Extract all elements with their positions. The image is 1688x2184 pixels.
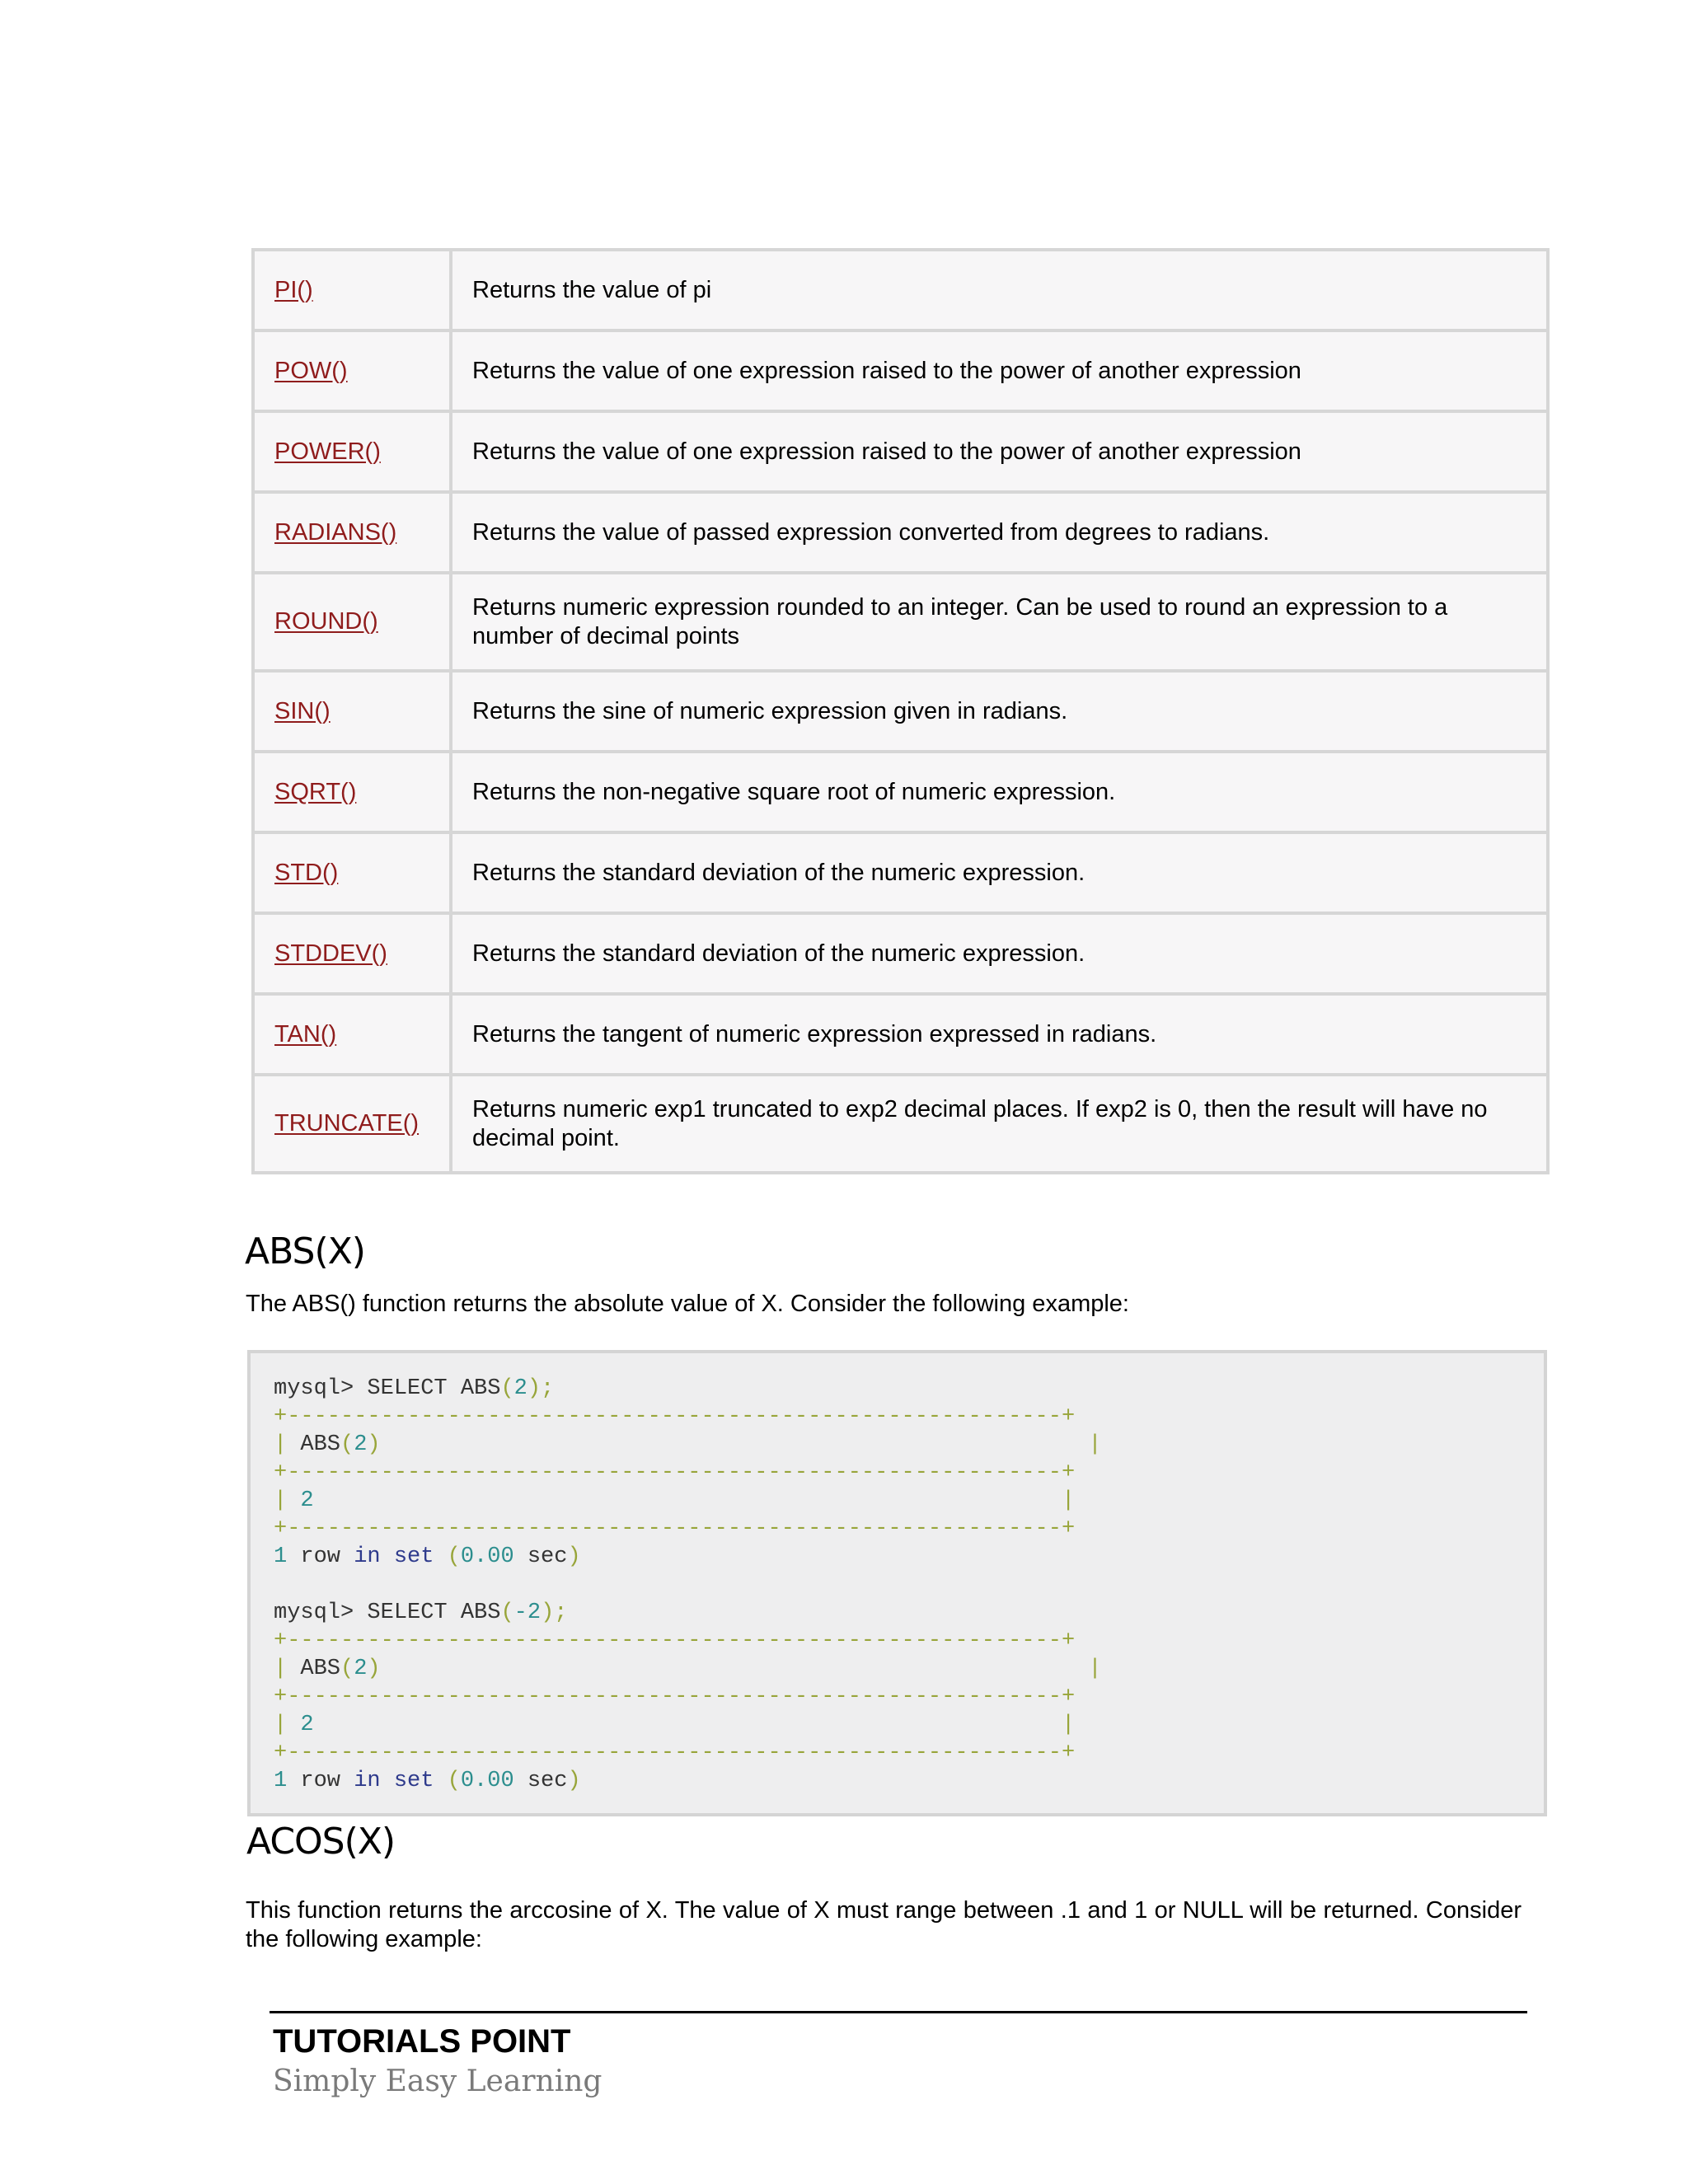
function-link[interactable]: POW()	[274, 357, 348, 384]
acos-intro: This function returns the arccosine of X. The value of X must range between .1 and 1 or NULL will be returned. Consider the following example:	[246, 1897, 1522, 1952]
footer-brand-title: TUTORIALS POINT	[273, 2023, 571, 2060]
function-description: Returns the non-negative square root of numeric expression.	[451, 752, 1548, 832]
code-table-border: +----------------------------------------------------------+	[274, 1629, 1076, 1653]
function-description: Returns the value of pi	[451, 250, 1548, 330]
function-link[interactable]: TAN()	[274, 1020, 337, 1047]
function-row	[253, 752, 1548, 832]
code-table-border: +----------------------------------------------------------+	[274, 1404, 1076, 1429]
function-description: Returns the tangent of numeric expression expressed in radians.	[451, 994, 1548, 1075]
function-link[interactable]: STDDEV()	[274, 940, 387, 967]
function-link[interactable]: POWER()	[274, 438, 381, 465]
function-row	[253, 913, 1548, 994]
code-header-row: | ABS(2) |	[274, 1657, 1102, 1681]
function-name-cell	[253, 411, 451, 492]
function-name-cell	[253, 752, 451, 832]
acos-heading: ACOS(X)	[246, 1821, 396, 1863]
function-link[interactable]: SIN()	[274, 697, 331, 724]
function-description: Returns the standard deviation of the numeric expression.	[451, 832, 1548, 913]
function-row	[253, 832, 1548, 913]
function-name-cell	[253, 573, 451, 671]
function-description: Returns numeric expression rounded to an integer. Can be used to round an expression to a number of decimal points	[451, 573, 1548, 671]
code-prompt-line: mysql> SELECT ABS(-2);	[274, 1601, 568, 1625]
function-name-cell	[253, 492, 451, 573]
function-description: Returns numeric exp1 truncated to exp2 decimal places. If exp2 is 0, then the result will have no decimal point.	[451, 1075, 1548, 1173]
code-table-border: +----------------------------------------------------------+	[274, 1516, 1076, 1541]
function-row	[253, 671, 1548, 752]
function-name-cell	[253, 913, 451, 994]
function-description: Returns the value of one expression raised to the power of another expression	[451, 411, 1548, 492]
function-name-cell	[253, 994, 451, 1075]
function-name-cell	[253, 671, 451, 752]
abs-code-example	[247, 1350, 1547, 1816]
function-row	[253, 330, 1548, 411]
function-name-cell	[253, 250, 451, 330]
code-header-row: | ABS(2) |	[274, 1432, 1102, 1457]
function-description: Returns the value of one expression raised to the power of another expression	[451, 330, 1548, 411]
code-rowcount-line: 1 row in set (0.00 sec)	[274, 1769, 581, 1793]
function-row	[253, 573, 1548, 671]
function-row	[253, 492, 1548, 573]
function-description: Returns the value of passed expression converted from degrees to radians.	[451, 492, 1548, 573]
function-link[interactable]: TRUNCATE()	[274, 1110, 420, 1137]
code-table-border: +----------------------------------------------------------+	[274, 1460, 1076, 1485]
code-table-border: +----------------------------------------------------------+	[274, 1685, 1076, 1709]
function-name-cell	[253, 1075, 451, 1173]
function-table	[251, 248, 1550, 1174]
function-row	[253, 1075, 1548, 1173]
abs-heading: ABS(X)	[245, 1230, 365, 1272]
function-link[interactable]: STD()	[274, 859, 339, 886]
function-link[interactable]: SQRT()	[274, 778, 357, 805]
code-result-row: | 2 |	[274, 1488, 1076, 1513]
function-name-cell	[253, 832, 451, 913]
footer-divider	[270, 2011, 1527, 2013]
code-result-row: | 2 |	[274, 1713, 1076, 1737]
function-name-cell	[253, 330, 451, 411]
function-link[interactable]: ROUND()	[274, 608, 378, 635]
function-row	[253, 994, 1548, 1075]
function-description: Returns the standard deviation of the numeric expression.	[451, 913, 1548, 994]
footer-brand-tagline: Simply Easy Learning	[273, 2064, 603, 2098]
function-row	[253, 250, 1548, 330]
code-rowcount-line: 1 row in set (0.00 sec)	[274, 1544, 581, 1569]
abs-intro: The ABS() function returns the absolute value of X. Consider the following example:	[246, 1291, 1129, 1317]
code-table-border: +----------------------------------------------------------+	[274, 1741, 1076, 1765]
code-prompt-line: mysql> SELECT ABS(2);	[274, 1376, 555, 1401]
function-description: Returns the sine of numeric expression given in radians.	[451, 671, 1548, 752]
function-link[interactable]: PI()	[274, 276, 313, 303]
function-row	[253, 411, 1548, 492]
function-link[interactable]: RADIANS()	[274, 518, 397, 546]
